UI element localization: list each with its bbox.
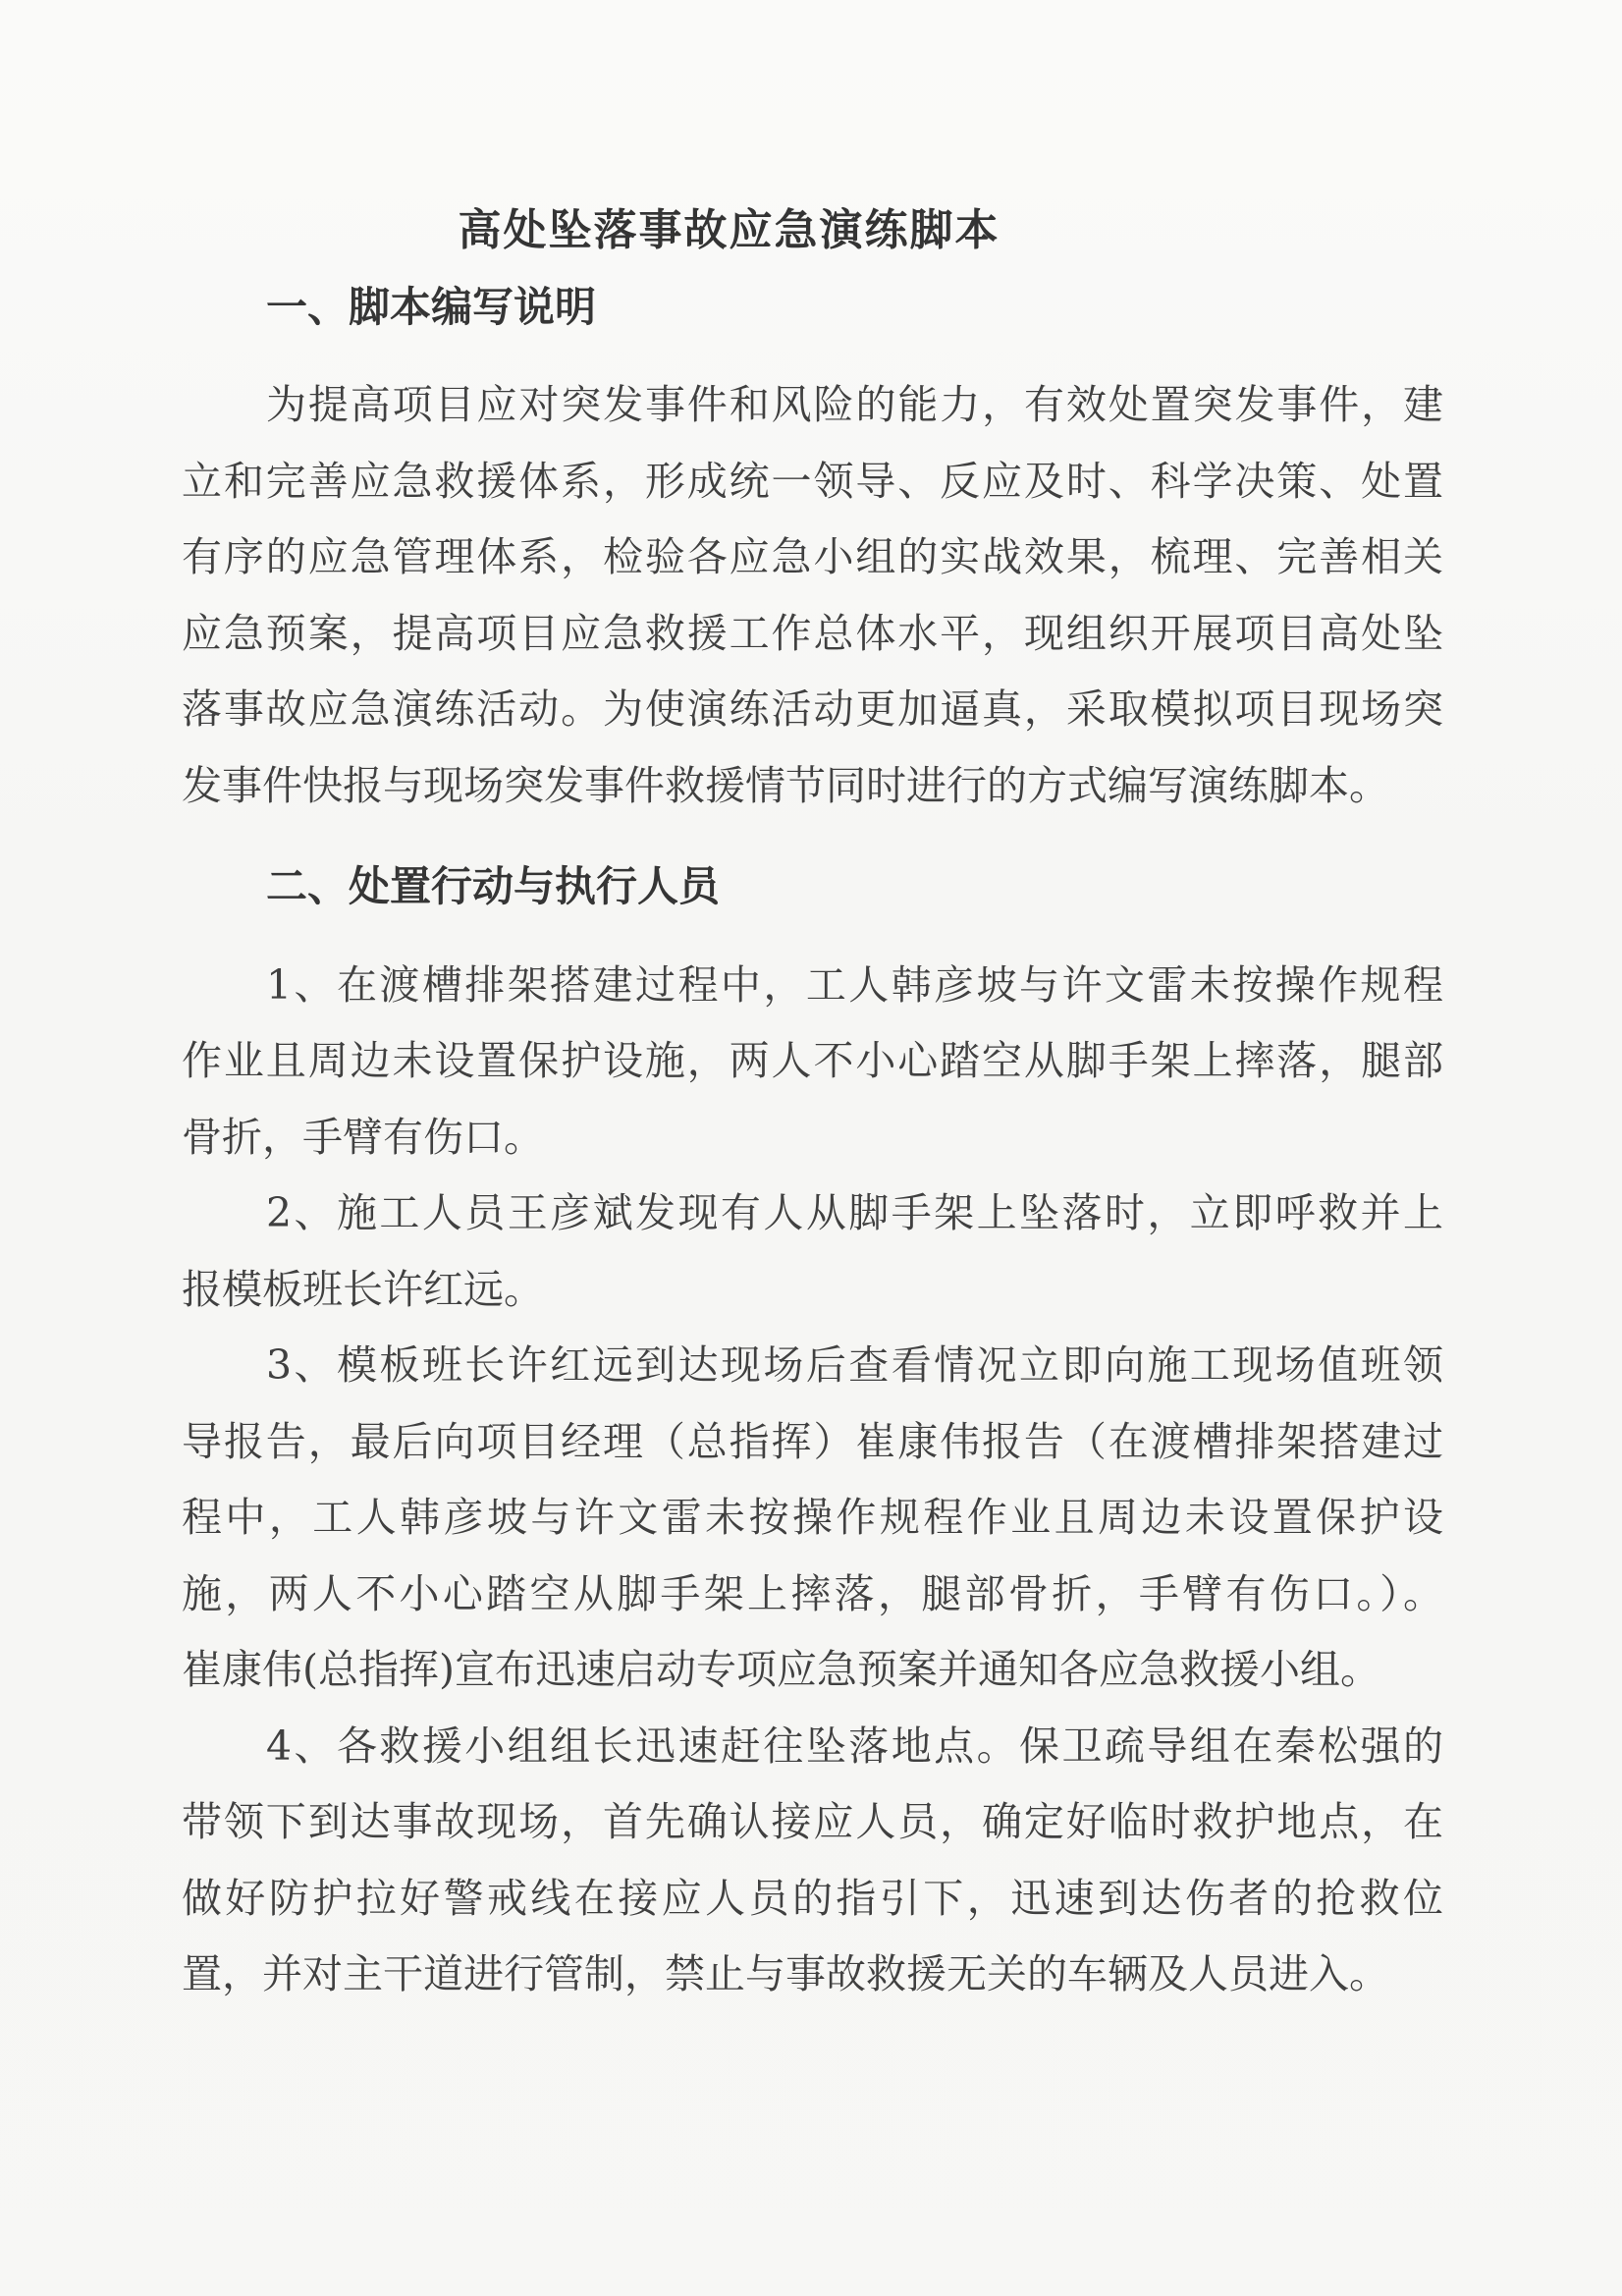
text-line: 报模板班长许红远。 [182,1265,544,1313]
text-line: 1、在渡槽排架搭建过程中，工人韩彦坡与许文雷未按操作规程 [266,960,1443,1009]
text-line: 置，并对主干道进行管制，禁止与事故救援无关的车辆及人员进入。 [182,1950,1389,1997]
text-line: 程中，工人韩彦坡与许文雷未按操作规程作业且周边未设置保护设 [182,1494,1443,1541]
text-line: 应急预案，提高项目应急救援工作总体水平，现组织开展项目高处坠 [182,609,1443,657]
section-2-heading: 二、处置行动与执行人员 [266,862,721,910]
text-line: 骨折，手臂有伤口。 [182,1113,544,1161]
document-body [182,192,1443,2013]
text-line: 落事故应急演练活动。为使演练活动更加逼真，采取模拟项目现场突 [182,685,1443,733]
text-line: 为提高项目应对突发事件和风险的能力，有效处置突发事件，建 [266,381,1443,428]
text-line: 4、各救援小组组长迅速赶往坠落地点。保卫疏导组在秦松强的 [266,1722,1443,1770]
text-line: 有序的应急管理体系，检验各应急小组的实战效果，梳理、完善相关 [182,533,1443,580]
text-line: 立和完善应急救援体系，形成统一领导、反应及时、科学决策、处置 [182,457,1443,505]
text-line: 2、施工人员王彦斌发现有人从脚手架上坠落时，立即呼救并上 [266,1189,1443,1236]
text-line: 3、模板班长许红远到达现场后查看情况立即向施工现场值班领 [266,1341,1443,1389]
text-line: 施，两人不小心踏空从脚手架上摔落，腿部骨折，手臂有伤口。）。 [182,1569,1443,1617]
text-line: 做好防护拉好警戒线在接应人员的指引下，迅速到达伤者的抢救位 [182,1874,1443,1922]
text-line: 导报告，最后向项目经理（总指挥）崔康伟报告（在渡槽排架搭建过 [182,1417,1443,1465]
text-line: 崔康伟(总指挥)宣布迅速启动专项应急预案并通知各应急救援小组。 [182,1646,1380,1693]
document-title: 高处坠落事故应急演练脚本 [458,205,1000,255]
text-line: 发事件快报与现场突发事件救援情节同时进行的方式编写演练脚本。 [182,761,1389,809]
section-1-heading: 一、脚本编写说明 [266,282,597,331]
intro-paragraph [182,367,1443,824]
actions-paragraph [182,948,1443,2013]
text-line: 带领下到达事故现场，首先确认接应人员，确定好临时救护地点，在 [182,1798,1443,1845]
text-line: 作业且周边未设置保护设施，两人不小心踏空从脚手架上摔落，腿部 [182,1037,1443,1084]
document-blocks [182,269,1443,2013]
